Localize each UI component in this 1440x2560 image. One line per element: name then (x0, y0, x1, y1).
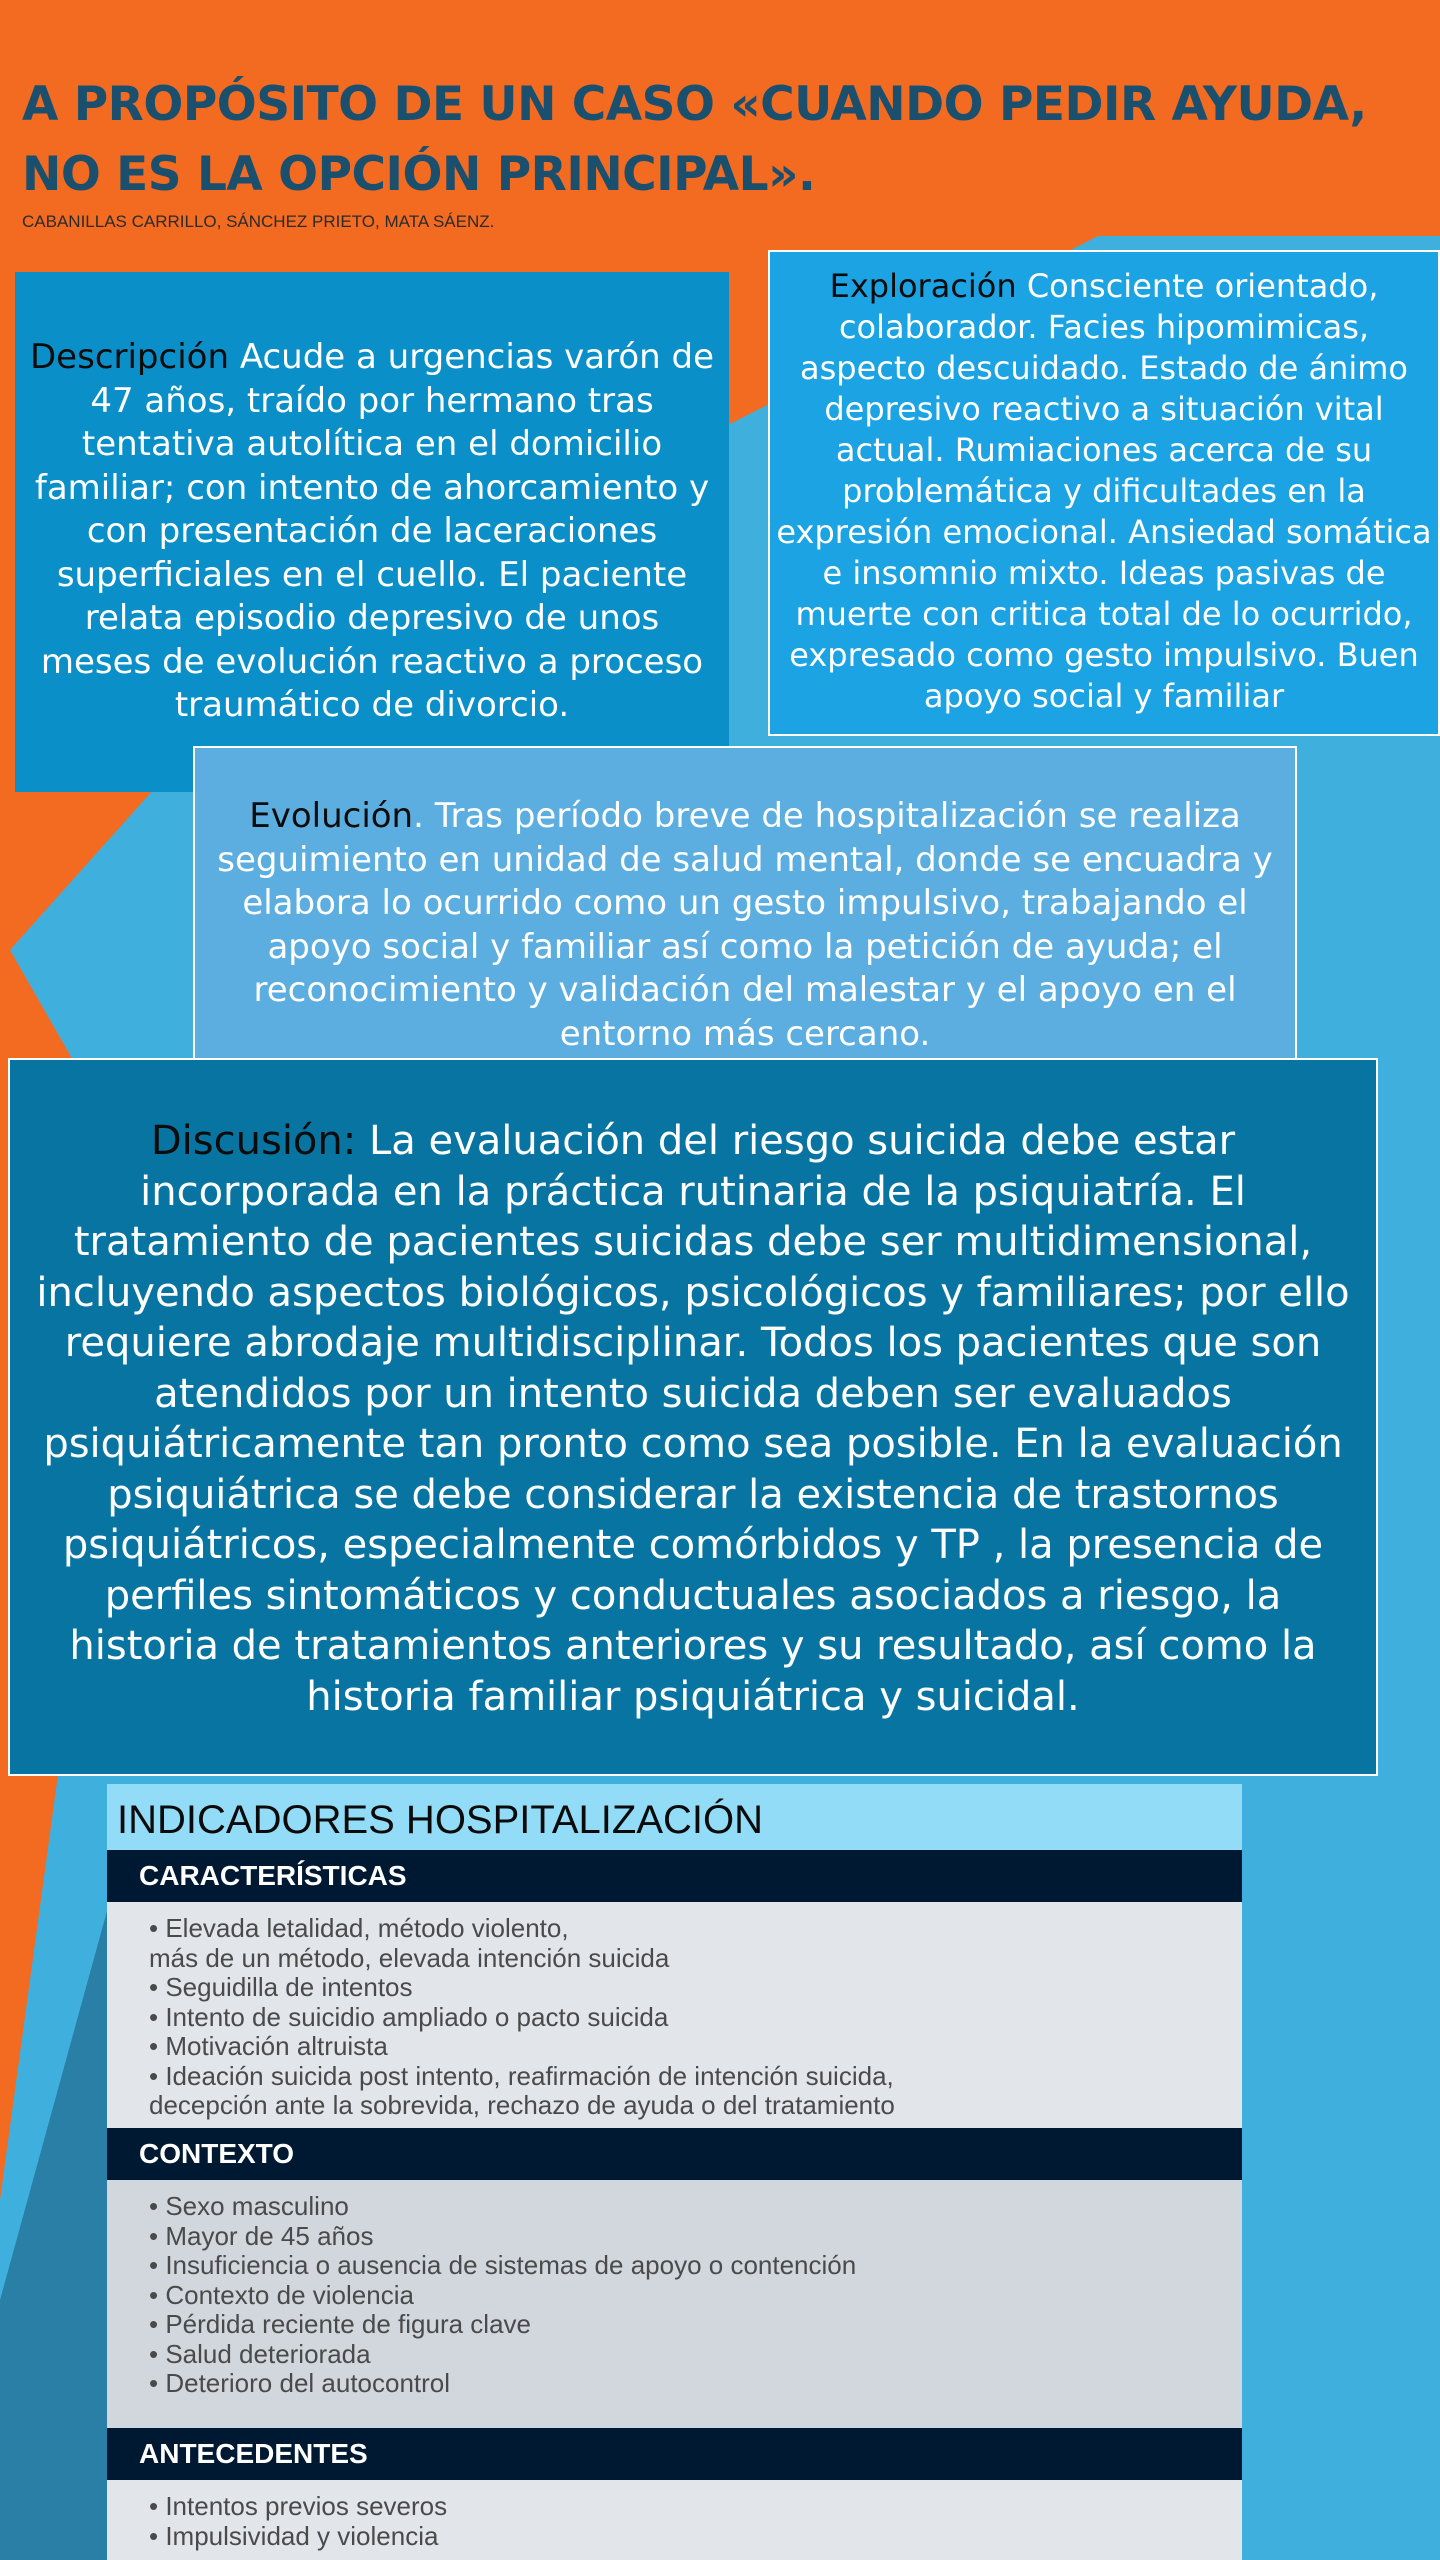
list-item: • Intento de suicidio ampliado o pacto suicida (149, 2001, 669, 2032)
list-item: • Intentos previos severos (149, 2491, 448, 2521)
list-item: • Elevada letalidad, método violento, (149, 1913, 569, 1943)
list-item: • Salud deteriorada (149, 2338, 371, 2369)
evolucion-box (193, 746, 1297, 1072)
section-body-contexto (107, 2180, 1242, 2428)
descripcion-label: Descripción (30, 337, 230, 377)
list-item: • Sexo masculino (149, 2191, 349, 2221)
list-item: • Seguidilla de intentos (149, 1972, 413, 2002)
discusion-label: Discusión: (150, 1118, 357, 1164)
list-item: • Pérdida reciente de figura clave (149, 2309, 531, 2339)
section-heading-contexto: CONTEXTO (107, 2128, 1242, 2180)
indicadores-table (107, 1784, 1242, 2560)
list-item: • Mayor de 45 años (149, 2220, 374, 2251)
list-item: • Contexto de violencia (149, 2279, 414, 2310)
discusion-text: La evaluación del riesgo suicida debe estar incorporada en la práctica rutinaria de la psiquiatría. El tratamiento de pacientes suicidas debe ser multidimensional, incluyendo aspectos biológicos, psicológicos y familiares; por ello requiere abrodaje multidisciplinar. Todos los pacientes que son atendidos por un intento suicida deben ser evaluados psiquiátricamente tan pronto como sea posible. En la evaluación psiquiátrica se debe considerar la existencia de trastornos psiquiátricos, especialmente comórbidos y TP , la presencia de perfiles sintomáticos y conductuales asociados a riesgo, la historia de tratamientos anteriores y su resultado, así como la historia familiar psiquiátrica y suicidal. (36, 1118, 1350, 1720)
discusion-box (8, 1058, 1378, 1776)
descripcion-text: Acude a urgencias varón de 47 años, traído por hermano tras tentativa autolítica en el domicilio familiar; con intento de ahorcamiento y con presentación de laceraciones superficiales en el cuello. El paciente relata episodio depresivo de unos meses de evolución reactivo a proceso traumático de divorcio. (34, 337, 714, 725)
section-body-antecedentes (107, 2480, 1242, 2560)
list-item: decepción ante la sobrevida, rechazo de ayuda o del tratamiento (149, 2090, 895, 2120)
section-heading-antecedentes: ANTECEDENTES (107, 2428, 1242, 2480)
section-body-caracteristicas (107, 1902, 1242, 2128)
page-title: A PROPÓSITO DE UN CASO «CUANDO PEDIR AYUDA, NO ES LA OPCIÓN PRINCIPAL». (22, 77, 1367, 202)
exploracion-box (768, 250, 1440, 736)
list-item: • Deterioro del autocontrol (149, 2368, 451, 2398)
exploracion-text: Consciente orientado, colaborador. Facies hipomimicas, aspecto descuidado. Estado de ánimo depresivo reactivo a situación vital actual. Rumiaciones acerca de su problemática y dificultades en la expresión emocional. Ansiedad somática e insomnio mixto. Ideas pasivas de muerte con critica total de lo ocurrido, expresado como gesto impulsivo. Buen apoyo social y familiar (776, 267, 1432, 715)
descripcion-box (15, 272, 729, 792)
list-item: más de un método, elevada intención suicida (149, 1942, 670, 1973)
section-heading-caracteristicas: CARACTERÍSTICAS (107, 1850, 1242, 1902)
exploracion-label: Exploración (829, 267, 1017, 305)
evolucion-label: Evolución (249, 796, 414, 836)
list-item: • Ideación suicida post intento, reafirmación de intención suicida, (149, 2060, 894, 2091)
evolucion-text: . Tras período breve de hospitalización se realiza seguimiento en unidad de salud mental, donde se encuadra y elabora lo ocurrido como un gesto impulsivo, trabajando el apoyo social y familiar así como la petición de ayuda; el reconocimiento y validación del malestar y el apoyo en el entorno más cercano. (217, 796, 1273, 1054)
authors: CABANILLAS CARRILLO, SÁNCHEZ PRIETO, MATA SÁENZ. (22, 212, 495, 231)
list-item: • Motivación altruista (149, 2031, 388, 2061)
list-item: • Insuficiencia o ausencia de sistemas de apoyo o contención (149, 2250, 857, 2280)
list-item: • Impulsividad y violencia (149, 2520, 439, 2551)
indicadores-title: INDICADORES HOSPITALIZACIÓN (107, 1784, 1242, 1850)
header (0, 0, 1440, 236)
